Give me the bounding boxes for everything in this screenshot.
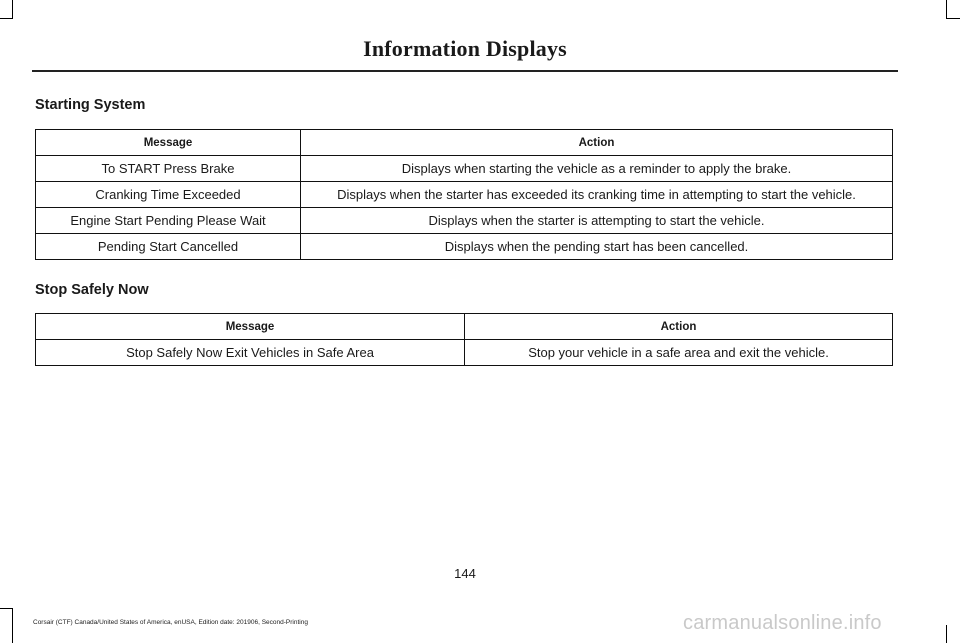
table-row [36,156,893,182]
action-cell: Displays when starting the vehicle as a reminder to apply the brake. [301,156,893,182]
message-cell: Stop Safely Now Exit Vehicles in Safe Area [36,340,465,366]
crop-mark-top-right-h [946,18,960,19]
message-cell: To START Press Brake [36,156,301,182]
page-number: 144 [454,566,476,581]
crop-mark-bottom-left-h [0,608,13,609]
crop-mark-bottom-right-v [946,625,947,643]
table-header-row [36,314,893,340]
action-cell: Displays when the starter has exceeded its cranking time in attempting to start the vehicle. [301,182,893,208]
column-header-message: Message [36,130,301,156]
table-header-row [36,130,893,156]
crop-mark-top-left-h [0,18,13,19]
column-header-message: Message [36,314,465,340]
action-cell: Displays when the starter is attempting to start the vehicle. [301,208,893,234]
column-header-action: Action [465,314,893,340]
crop-mark-bottom-left-v [12,608,13,643]
starting-system-table [35,129,893,260]
watermark: carmanualsonline.info [683,612,882,634]
table-row [36,340,893,366]
table-row [36,234,893,260]
stop-safely-now-table [35,313,893,366]
section-title-stop-safely-now: Stop Safely Now [35,282,149,298]
header-divider [32,70,898,72]
column-header-action: Action [301,130,893,156]
table-row [36,182,893,208]
message-cell: Engine Start Pending Please Wait [36,208,301,234]
edition-footer: Corsair (CTF) Canada/United States of America, enUSA, Edition date: 201906, Second-Printing [33,619,308,626]
message-cell: Pending Start Cancelled [36,234,301,260]
table-row [36,208,893,234]
message-cell: Cranking Time Exceeded [36,182,301,208]
action-cell: Stop your vehicle in a safe area and exit the vehicle. [465,340,893,366]
action-cell: Displays when the pending start has been cancelled. [301,234,893,260]
page-title: Information Displays [363,36,567,61]
section-title-starting-system: Starting System [35,97,146,113]
crop-mark-top-left-v [12,0,13,18]
crop-mark-top-right-v [946,0,947,18]
